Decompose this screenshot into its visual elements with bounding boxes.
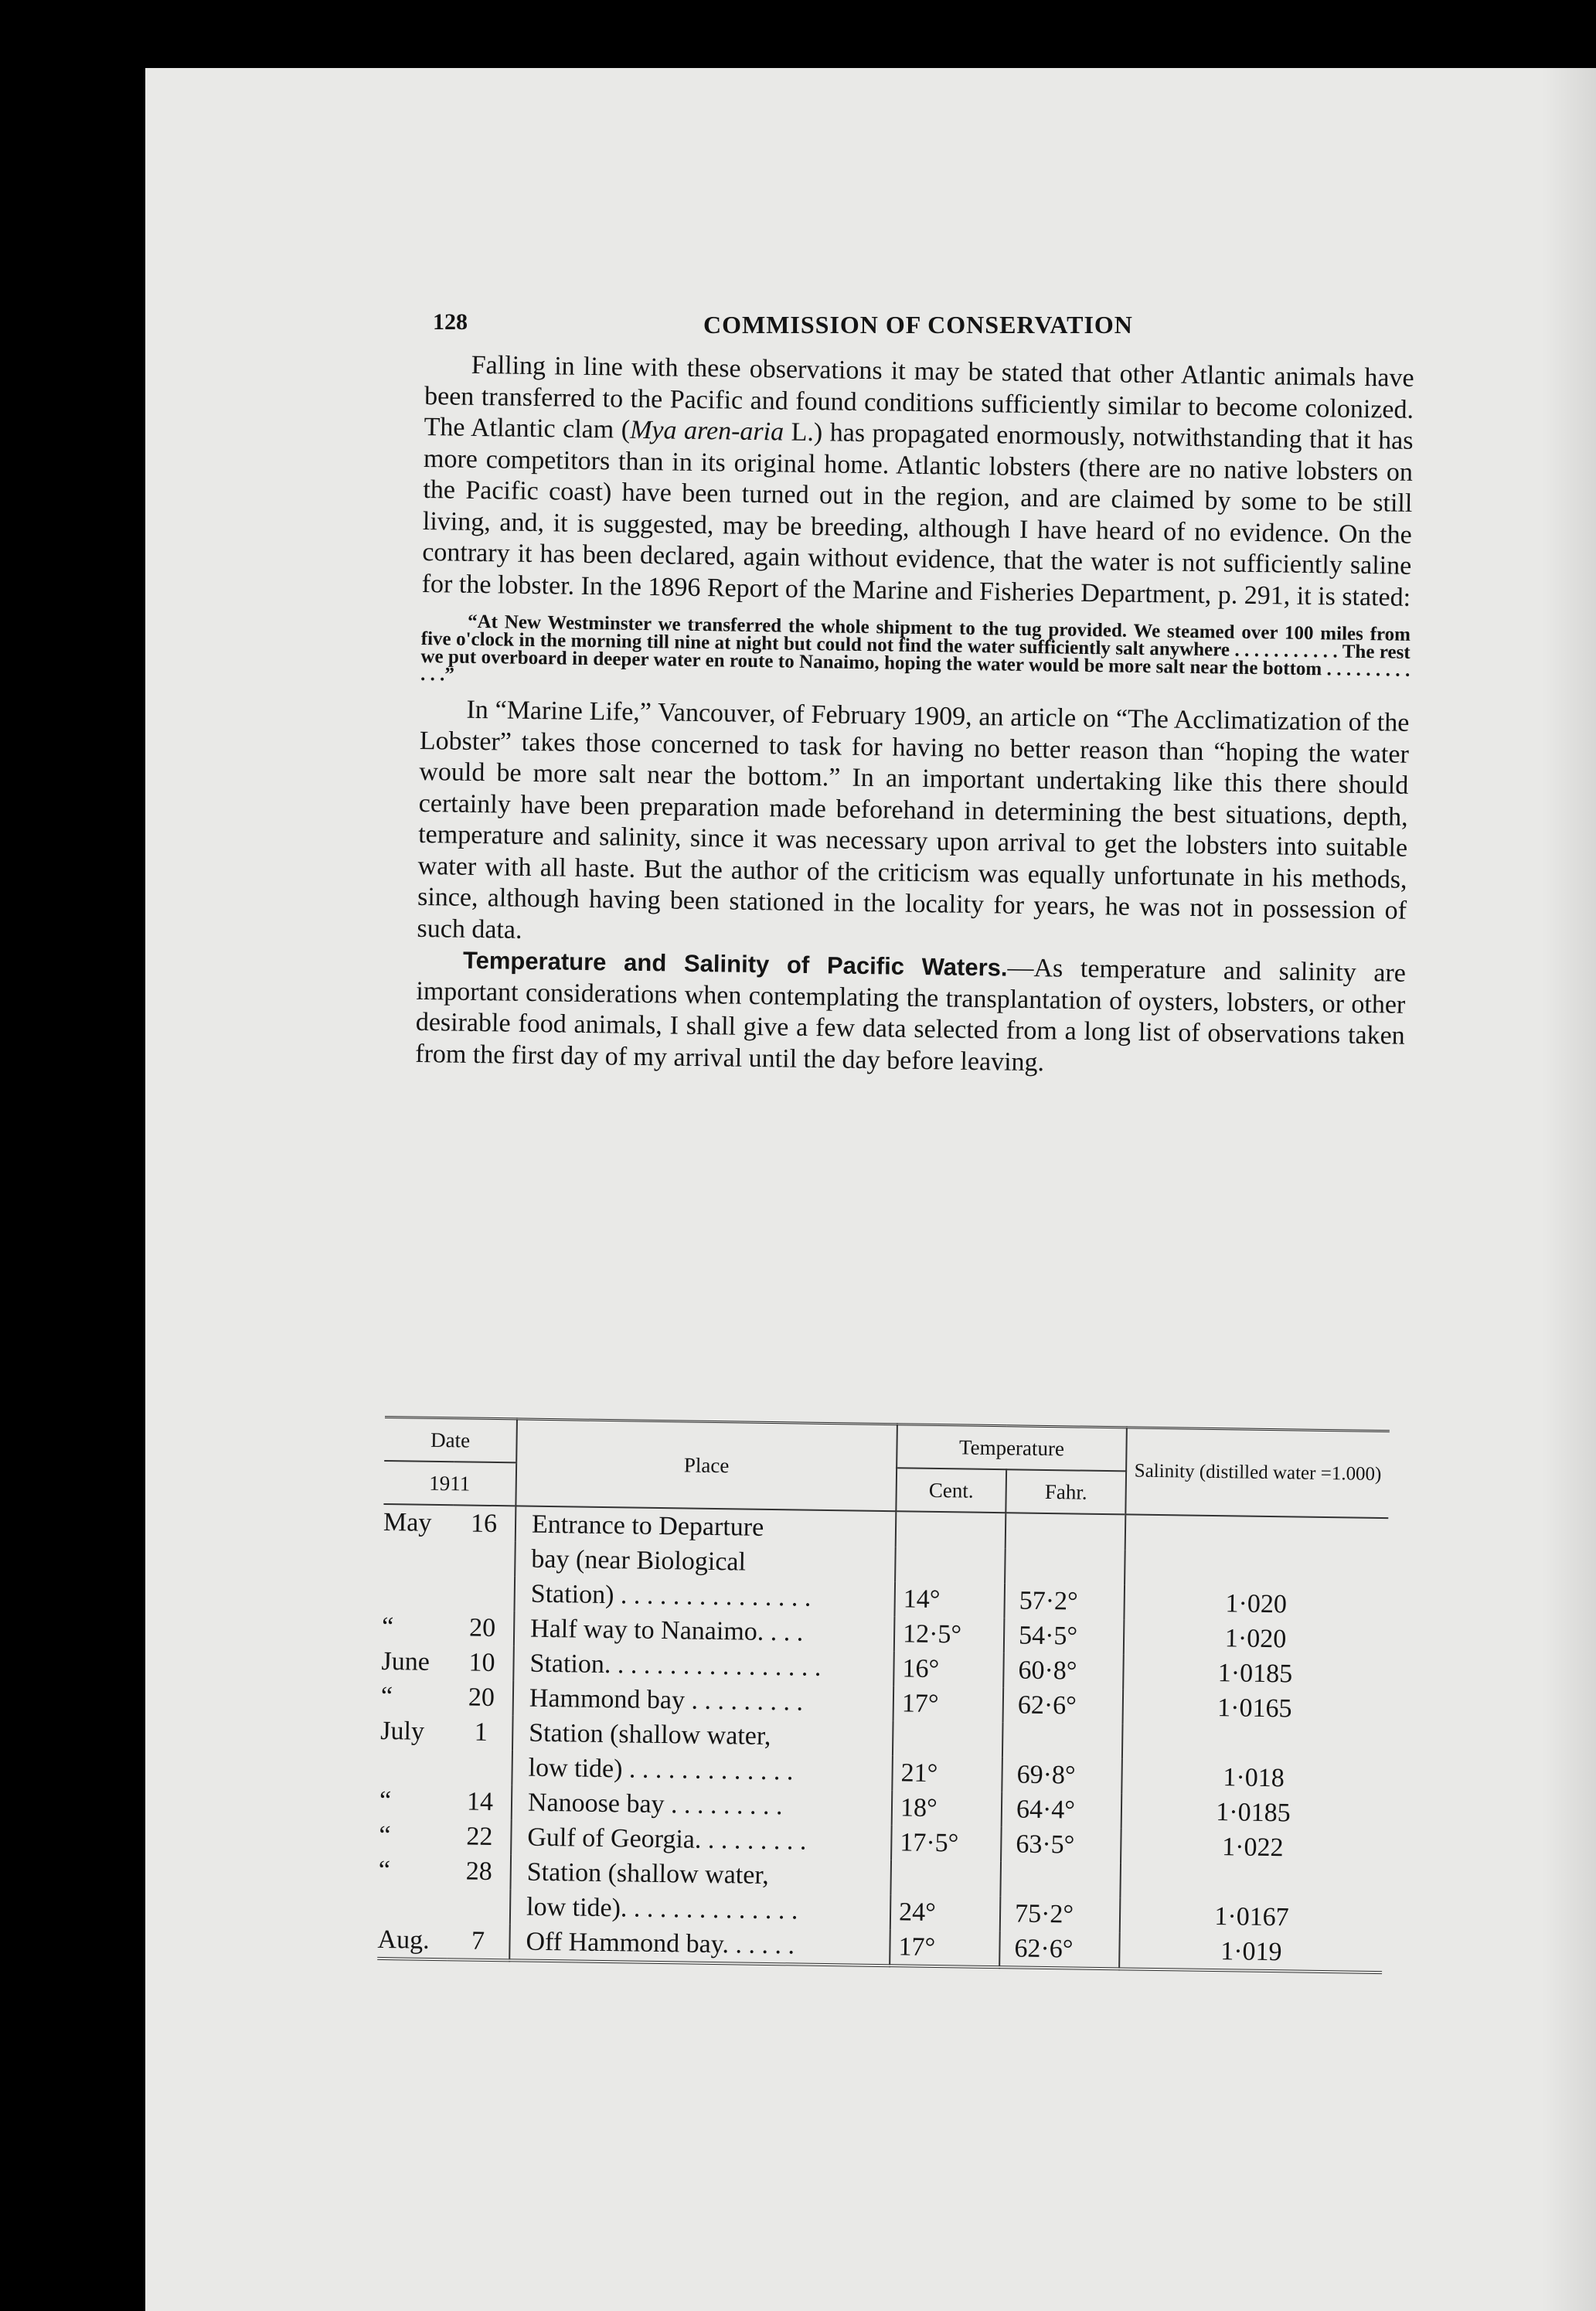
header-salinity: Salinity (distilled water =1.000) xyxy=(1125,1428,1390,1518)
temp-fahr-cell: 63·5° xyxy=(1001,1826,1121,1863)
temp-fahr-cell: 64·4° xyxy=(1002,1792,1122,1828)
temp-cent-cell xyxy=(896,1511,1006,1548)
running-title: COMMISSION OF CONSERVATION xyxy=(703,311,1133,339)
salinity-cell xyxy=(1125,1514,1389,1554)
salinity-cell: 1·0167 xyxy=(1214,1902,1289,1932)
place-cell: bay (near Biological xyxy=(515,1541,896,1581)
date-day: 28 xyxy=(465,1857,493,1886)
temp-fahr-cell: 75·2° xyxy=(1000,1896,1121,1932)
date-month: Aug. xyxy=(377,1925,430,1955)
place-cell: low tide) . . . . . . . . . . . . . xyxy=(512,1750,893,1790)
date-day: 22 xyxy=(466,1822,493,1851)
date-month: May xyxy=(383,1507,432,1537)
place-cell: Hammond bay . . . . . . . . . xyxy=(513,1680,894,1720)
date-day xyxy=(447,1888,511,1924)
temp-cent-cell: 17·5° xyxy=(891,1825,1002,1861)
temp-fahr-cell: 54·5° xyxy=(1004,1618,1125,1654)
page-number: 128 xyxy=(433,309,468,335)
date-month: “ xyxy=(379,1785,392,1816)
date-day: 10 xyxy=(468,1648,495,1678)
header-year: 1911 xyxy=(383,1461,516,1506)
species-name: Mya aren-aria xyxy=(629,415,784,447)
temp-fahr-cell: 69·8° xyxy=(1002,1757,1122,1793)
salinity-cell xyxy=(1125,1550,1388,1588)
temp-cent-cell: 24° xyxy=(890,1894,1001,1931)
salinity-cell: 1·018 xyxy=(1223,1763,1285,1793)
date-day: 1 xyxy=(474,1717,488,1747)
salinity-cell xyxy=(1122,1724,1386,1762)
temp-fahr-cell: 60·8° xyxy=(1003,1652,1124,1689)
header-temperature: Temperature xyxy=(897,1424,1127,1472)
date-day: 20 xyxy=(468,1613,496,1643)
place-cell: Nanoose bay . . . . . . . . . xyxy=(512,1785,893,1825)
place-cell: Station) . . . . . . . . . . . . . . . xyxy=(514,1576,895,1616)
temp-cent-cell: 21° xyxy=(892,1755,1002,1792)
header-date: Date xyxy=(384,1417,517,1462)
paragraph-1-text-a: Falling in line with these observations it may be stated that other Atlantic animals have been transferred to the Pacific and found conditions sufficiently similar to become colonized. The Atlantic clam ( xyxy=(424,350,1414,444)
table-body xyxy=(377,1504,1388,1972)
date-day: 20 xyxy=(468,1683,495,1713)
temp-cent-cell: 17° xyxy=(893,1686,1004,1722)
temp-fahr-cell: 62·6° xyxy=(999,1931,1120,1969)
place-cell: Entrance to Departure xyxy=(516,1506,897,1547)
section-heading: Temperature and Salinity of Pacific Waters. xyxy=(462,946,1008,982)
date-day xyxy=(452,1575,516,1611)
salinity-cell: 1·020 xyxy=(1225,1589,1288,1619)
observations-table xyxy=(377,1416,1390,1974)
salinity-cell: 1·022 xyxy=(1221,1833,1284,1863)
date-month xyxy=(379,1748,450,1784)
body-text xyxy=(415,349,1414,1084)
temp-cent-cell xyxy=(893,1720,1003,1757)
salinity-cell: 1·0185 xyxy=(1216,1798,1291,1828)
date-month xyxy=(378,1887,448,1923)
temp-fahr-cell xyxy=(1002,1722,1123,1758)
place-cell: Off Hammond bay. . . . . . xyxy=(509,1924,890,1966)
temp-fahr-cell: 62·6° xyxy=(1003,1687,1124,1724)
place-cell: Station. . . . . . . . . . . . . . . . . xyxy=(513,1646,894,1686)
block-quote: “At New Westminster we transferred the whole shipment to the tug provided. We steamed over 100 miles from five o'clock in the morning till nine at night but could not find the water sufficiently salt anywhere . . . . . . . . . . . The rest we put overboard in deeper water en route to Nanaimo, hoping the water would be more salt near the bottom . . . . . . . . . . . .” xyxy=(420,611,1411,686)
temp-fahr-cell xyxy=(1006,1513,1126,1550)
date-day: 7 xyxy=(471,1926,485,1955)
salinity-cell: 1·0185 xyxy=(1217,1659,1293,1689)
salinity-cell: 1·0165 xyxy=(1217,1693,1292,1724)
temp-cent-cell xyxy=(890,1860,1001,1896)
temp-cent-cell: 14° xyxy=(894,1581,1005,1618)
date-month: “ xyxy=(379,1820,391,1850)
place-cell: Station (shallow water, xyxy=(512,1715,893,1755)
temp-fahr-cell: 57·2° xyxy=(1004,1583,1125,1619)
place-cell: Half way to Nanaimo. . . . xyxy=(514,1611,895,1651)
paragraph-1-text-b: L.) has propagated enormously, notwithstanding that it has more competitors than in its original home. Atlantic lobsters (there are no native lobsters on the Pacific coast) have been turned out in the region, and are claimed by some to be still living, and, it is suggested, may be breeding, although I have heard of no evidence. On the contrary it has been declared, again without evidence, that the water is not sufficiently saline for the lobster. In the 1896 Report of the Marine and Fisheries Department, p. 291, it is stated: xyxy=(421,417,1414,612)
header-fahr: Fahr. xyxy=(1006,1469,1126,1514)
paragraph-2: In “Marine Life,” Vancouver, of February 1909, an article on “The Acclimatization of the Lobster” takes those concerned to task for having no better reason than “hoping the water would be more salt near the bottom.” In an important undertaking like this there should certainly have been preparation made beforehand in determining the best situations, depth, temperature and salinity, since it was necessary upon arrival to get the lobsters into suitable water with all haste. But the author of the criticism was equally unfortunate in his methods, since, although having been stationed in the locality for years, he was not in possession of such data. xyxy=(417,695,1410,944)
place-cell: Gulf of Georgia. . . . . . . . . xyxy=(511,1819,892,1860)
temp-cent-cell: 18° xyxy=(892,1790,1002,1826)
temp-fahr-cell xyxy=(1005,1548,1125,1584)
paragraph-3-text: —As temperature and salinity are important considerations when contemplating the transplantation of oysters, lobsters, or other desirable food animals, I shall give a few data selected from a long list of observations taken from the first day of my arrival until the day before leaving. xyxy=(415,953,1407,1077)
date-month: “ xyxy=(380,1681,393,1711)
date-month xyxy=(383,1540,453,1575)
salinity-cell xyxy=(1120,1863,1383,1901)
date-day: 14 xyxy=(466,1787,494,1817)
date-day: 16 xyxy=(470,1509,498,1539)
date-day xyxy=(452,1540,516,1576)
date-month xyxy=(383,1574,453,1610)
salinity-cell: 1·020 xyxy=(1224,1624,1287,1654)
date-month: “ xyxy=(378,1855,391,1885)
header-cent: Cent. xyxy=(896,1468,1006,1513)
temp-fahr-cell xyxy=(1000,1861,1121,1897)
salinity-cell: 1·019 xyxy=(1220,1937,1282,1967)
header-place: Place xyxy=(516,1419,897,1511)
page-header xyxy=(433,309,1422,340)
date-day xyxy=(449,1749,512,1785)
place-cell: Station (shallow water, xyxy=(510,1854,891,1894)
paragraph-1 xyxy=(421,349,1414,614)
temp-cent-cell: 12·5° xyxy=(894,1616,1005,1652)
temp-cent-cell: 16° xyxy=(893,1651,1004,1687)
paragraph-3 xyxy=(415,944,1406,1084)
date-month: July xyxy=(380,1716,425,1746)
place-cell: low tide). . . . . . . . . . . . . . xyxy=(510,1889,891,1929)
date-month: June xyxy=(381,1646,430,1676)
temp-cent-cell: 17° xyxy=(890,1929,1000,1967)
date-month: “ xyxy=(381,1612,394,1642)
temp-cent-cell xyxy=(895,1547,1006,1583)
